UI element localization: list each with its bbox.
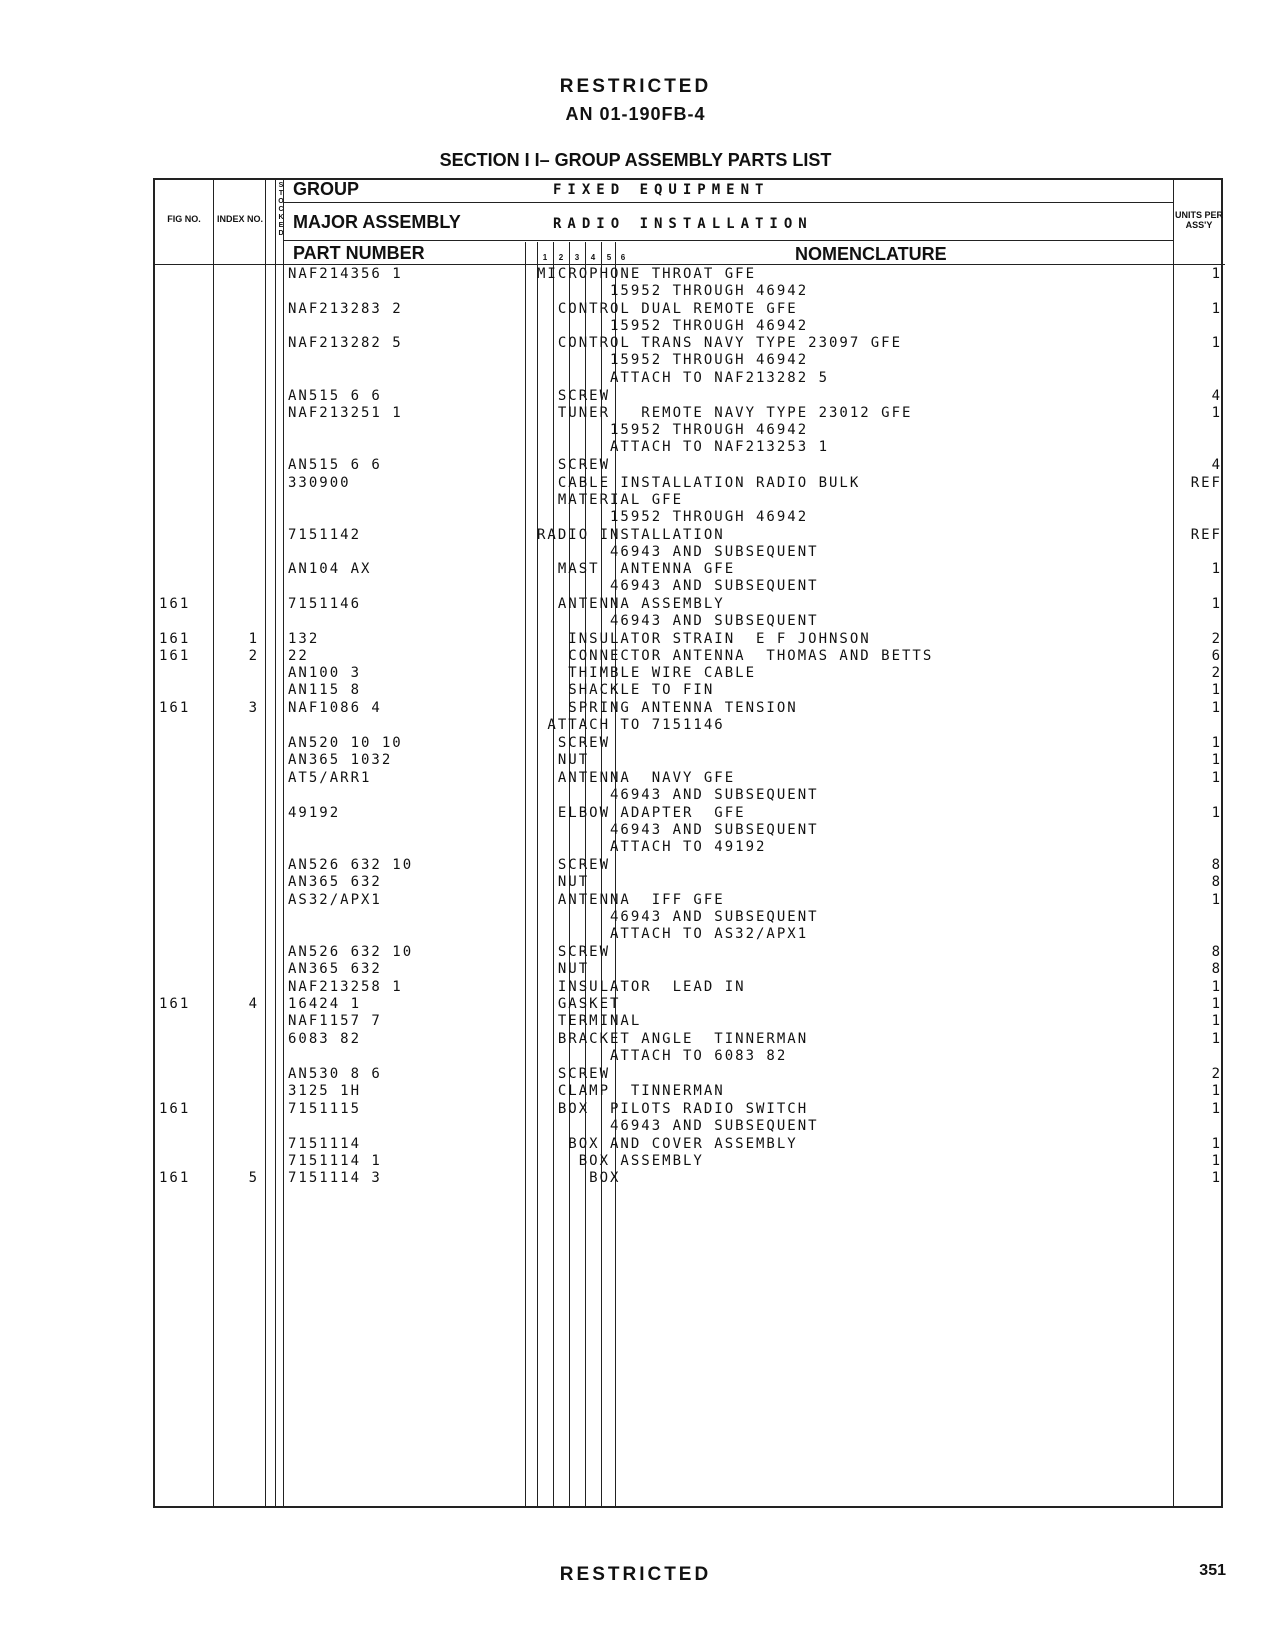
page-number: 351	[1199, 1562, 1226, 1579]
units-per-assy-label: UNITS PER ASS'Y	[1175, 210, 1224, 230]
table-row	[155, 1083, 1225, 1099]
units-cell: 4	[1211, 388, 1222, 404]
part-number-cell: AN515 6 6	[288, 388, 382, 404]
units-cell: 1	[1211, 266, 1222, 282]
part-number-cell: 16424 1	[288, 996, 362, 1012]
part-number-cell: AN526 632 10	[288, 857, 414, 873]
units-cell: 6	[1211, 648, 1222, 664]
units-cell: 1	[1211, 1153, 1222, 1169]
nomenclature-cell: 46943 AND SUBSEQUENT	[537, 787, 819, 803]
index-no-cell: 1	[248, 631, 259, 647]
parts-list-table	[153, 178, 1223, 1508]
part-number-cell: AN526 632 10	[288, 944, 414, 960]
table-row	[155, 266, 1225, 282]
units-cell: 1	[1211, 735, 1222, 751]
table-row	[155, 839, 1225, 855]
table-row	[155, 961, 1225, 977]
major-assembly-label: MAJOR ASSEMBLY	[293, 212, 461, 232]
nomenclature-cell: SCREW	[537, 735, 611, 751]
nomenclature-cell: ANTENNA ASSEMBLY	[537, 596, 725, 612]
part-number-cell: NAF214356 1	[288, 266, 403, 282]
table-row	[155, 301, 1225, 317]
units-cell: 1	[1211, 770, 1222, 786]
nomenclature-cell: SHACKLE TO FIN	[537, 682, 715, 698]
units-cell: 8	[1211, 874, 1222, 890]
part-number-cell: AS32/APX1	[288, 892, 382, 908]
fig-no-cell: 161	[159, 596, 191, 612]
nomenclature-cell: SCREW	[537, 1066, 611, 1082]
table-row	[155, 318, 1225, 334]
nomenclature-cell: TERMINAL	[537, 1013, 642, 1029]
nomenclature-cell: 15952 THROUGH 46942	[537, 422, 809, 438]
nomenclature-cell: NUT	[537, 752, 590, 768]
table-row	[155, 874, 1225, 890]
units-cell: 1	[1211, 752, 1222, 768]
document-number: AN 01-190FB-4	[565, 104, 706, 124]
part-number-cell: 7151114	[288, 1136, 362, 1152]
table-row	[155, 578, 1225, 594]
part-number-cell: 7151114 1	[288, 1153, 382, 1169]
nomenclature-cell: SCREW	[537, 944, 611, 960]
table-row	[155, 457, 1225, 473]
nomenclature-cell: ATTACH TO 49192	[537, 839, 767, 855]
units-cell: 1	[1211, 700, 1222, 716]
nomenclature-cell: MICROPHONE THROAT GFE	[537, 266, 757, 282]
part-number-cell: NAF213282 5	[288, 335, 403, 351]
part-number-cell: AN515 6 6	[288, 457, 382, 473]
nomenclature-cell: 46943 AND SUBSEQUENT	[537, 544, 819, 560]
table-row	[155, 787, 1225, 803]
index-no-cell: 5	[248, 1170, 259, 1186]
nomenclature-cell: ATTACH TO 6083 82	[537, 1048, 788, 1064]
fig-no-cell: 161	[159, 1170, 191, 1186]
nomenclature-cell: 46943 AND SUBSEQUENT	[537, 1118, 819, 1134]
units-cell: 1	[1211, 1083, 1222, 1099]
nomenclature-cell: SCREW	[537, 388, 611, 404]
nomenclature-cell: BOX ASSEMBLY	[537, 1153, 704, 1169]
nomenclature-cell: CONTROL TRANS NAVY TYPE 23097 GFE	[537, 335, 903, 351]
table-row	[155, 979, 1225, 995]
nomenclature-cell: THIMBLE WIRE CABLE	[537, 665, 757, 681]
table-row	[155, 752, 1225, 768]
part-number-cell: NAF213283 2	[288, 301, 403, 317]
table-row	[155, 857, 1225, 873]
fig-no-cell: 161	[159, 631, 191, 647]
nomenclature-cell: CABLE INSTALLATION RADIO BULK	[537, 475, 861, 491]
part-number-cell: AN520 10 10	[288, 735, 403, 751]
section-title: SECTION I I– GROUP ASSEMBLY PARTS LIST	[439, 150, 832, 170]
table-row	[155, 665, 1225, 681]
table-row	[155, 544, 1225, 560]
nomenclature-cell: ANTENNA IFF GFE	[537, 892, 725, 908]
units-cell: 1	[1211, 301, 1222, 317]
part-number-cell: NAF1157 7	[288, 1013, 382, 1029]
table-row	[155, 631, 1225, 647]
col-num-4: 4	[590, 253, 596, 262]
nomenclature-cell: NUT	[537, 874, 590, 890]
nomenclature-cell: CONTROL DUAL REMOTE GFE	[537, 301, 798, 317]
table-row	[155, 1048, 1225, 1064]
units-cell: 1	[1211, 1170, 1222, 1186]
part-number-cell: AT5/ARR1	[288, 770, 372, 786]
part-number-cell: 49192	[288, 805, 341, 821]
nomenclature-cell: 15952 THROUGH 46942	[537, 509, 809, 525]
part-number-cell: NAF1086 4	[288, 700, 382, 716]
units-cell: 4	[1211, 457, 1222, 473]
part-number-cell: 132	[288, 631, 320, 647]
nomenclature-cell: 15952 THROUGH 46942	[537, 318, 809, 334]
index-no-cell: 2	[248, 648, 259, 664]
part-number-cell: 7151115	[288, 1101, 362, 1117]
table-row	[155, 892, 1225, 908]
units-cell: 2	[1211, 631, 1222, 647]
fig-no-cell: 161	[159, 648, 191, 664]
table-row	[155, 1118, 1225, 1134]
major-assembly-value: RADIO INSTALLATION	[553, 216, 813, 232]
units-cell: 1	[1211, 805, 1222, 821]
table-row	[155, 996, 1225, 1012]
table-row	[155, 700, 1225, 716]
nomenclature-cell: ATTACH TO NAF213282 5	[537, 370, 830, 386]
units-cell: 1	[1211, 892, 1222, 908]
nomenclature-cell: RADIO INSTALLATION	[537, 527, 725, 543]
part-number-cell: AN104 AX	[288, 561, 372, 577]
header-divider-1	[283, 202, 1173, 203]
units-cell: 2	[1211, 1066, 1222, 1082]
nomenclature-cell: MAST ANTENNA GFE	[537, 561, 736, 577]
part-number-cell: 330900	[288, 475, 351, 491]
col-num-3: 3	[574, 253, 580, 262]
header-divider-3	[155, 264, 1225, 265]
table-row	[155, 283, 1225, 299]
index-no-cell: 4	[248, 996, 259, 1012]
nomenclature-cell: INSULATOR LEAD IN	[537, 979, 746, 995]
part-number-cell: NAF213251 1	[288, 405, 403, 421]
nomenclature-cell: SCREW	[537, 457, 611, 473]
table-row	[155, 822, 1225, 838]
nomenclature-cell: BOX AND COVER ASSEMBLY	[537, 1136, 798, 1152]
nomenclature-cell: NUT	[537, 961, 590, 977]
part-number-cell: AN530 8 6	[288, 1066, 382, 1082]
stocked-label: S T O C K E D	[278, 182, 284, 237]
nomenclature-cell: 46943 AND SUBSEQUENT	[537, 578, 819, 594]
part-number-cell: AN115 8	[288, 682, 362, 698]
units-cell: 1	[1211, 996, 1222, 1012]
table-row	[155, 352, 1225, 368]
nomenclature-cell: SCREW	[537, 857, 611, 873]
nomenclature-cell: MATERIAL GFE	[537, 492, 684, 508]
table-row	[155, 944, 1225, 960]
units-cell: REF	[1190, 475, 1222, 491]
table-row	[155, 613, 1225, 629]
table-row	[155, 1031, 1225, 1047]
table-row	[155, 492, 1225, 508]
part-number-cell: 7151142	[288, 527, 362, 543]
units-cell: 1	[1211, 1031, 1222, 1047]
units-cell: 1	[1211, 561, 1222, 577]
index-no-cell: 3	[248, 700, 259, 716]
index-no-label: INDEX NO.	[216, 214, 263, 224]
nomenclature-cell: TUNER REMOTE NAVY TYPE 23012 GFE	[537, 405, 913, 421]
nomenclature-cell: SPRING ANTENNA TENSION	[537, 700, 798, 716]
restricted-footer: RESTRICTED	[559, 1564, 712, 1585]
table-row	[155, 770, 1225, 786]
col-num-1: 1	[542, 253, 548, 262]
table-row	[155, 926, 1225, 942]
col-num-6: 6	[620, 253, 626, 262]
table-row	[155, 1101, 1225, 1117]
table-row	[155, 561, 1225, 577]
col-num-5: 5	[606, 253, 612, 262]
table-row	[155, 335, 1225, 351]
units-cell: 8	[1211, 857, 1222, 873]
nomenclature-cell: ELBOW ADAPTER GFE	[537, 805, 746, 821]
table-row	[155, 596, 1225, 612]
nomenclature-cell: INSULATOR STRAIN E F JOHNSON	[537, 631, 871, 647]
part-number-cell: AN100 3	[288, 665, 362, 681]
units-cell: 1	[1211, 1136, 1222, 1152]
units-cell: 2	[1211, 665, 1222, 681]
table-row	[155, 717, 1225, 733]
nomenclature-cell: BOX	[537, 1170, 621, 1186]
table-row	[155, 648, 1225, 664]
table-row	[155, 422, 1225, 438]
fig-no-cell: 161	[159, 1101, 191, 1117]
part-number-label: PART NUMBER	[293, 243, 425, 263]
table-row	[155, 370, 1225, 386]
part-number-cell: 3125 1H	[288, 1083, 362, 1099]
units-cell: 1	[1211, 405, 1222, 421]
table-row	[155, 1013, 1225, 1029]
restricted-header: RESTRICTED	[559, 76, 712, 97]
part-number-cell: AN365 632	[288, 874, 382, 890]
part-number-cell: 6083 82	[288, 1031, 362, 1047]
table-row	[155, 439, 1225, 455]
table-row	[155, 735, 1225, 751]
table-row	[155, 1170, 1225, 1186]
table-row	[155, 1136, 1225, 1152]
part-number-cell: 22	[288, 648, 309, 664]
part-number-cell: 7151114 3	[288, 1170, 382, 1186]
part-number-cell: NAF213258 1	[288, 979, 403, 995]
table-row	[155, 682, 1225, 698]
nomenclature-cell: 46943 AND SUBSEQUENT	[537, 909, 819, 925]
units-cell: 8	[1211, 961, 1222, 977]
units-cell: 1	[1211, 682, 1222, 698]
table-row	[155, 1153, 1225, 1169]
units-cell: REF	[1190, 527, 1222, 543]
table-row	[155, 509, 1225, 525]
group-label: GROUP	[293, 179, 360, 199]
nomenclature-cell: GASKET	[537, 996, 621, 1012]
nomenclature-cell: 15952 THROUGH 46942	[537, 283, 809, 299]
units-cell: 1	[1211, 335, 1222, 351]
nomenclature-cell: 46943 AND SUBSEQUENT	[537, 822, 819, 838]
units-cell: 1	[1211, 1101, 1222, 1117]
part-number-cell: 7151146	[288, 596, 362, 612]
fig-no-label: FIG NO.	[167, 214, 201, 224]
part-number-cell: AN365 632	[288, 961, 382, 977]
fig-no-cell: 161	[159, 996, 191, 1012]
nomenclature-cell: ATTACH TO NAF213253 1	[537, 439, 830, 455]
table-row	[155, 388, 1225, 404]
nomenclature-cell: CLAMP TINNERMAN	[537, 1083, 725, 1099]
table-row	[155, 909, 1225, 925]
nomenclature-cell: ANTENNA NAVY GFE	[537, 770, 736, 786]
table-row	[155, 805, 1225, 821]
col-num-2: 2	[558, 253, 564, 262]
units-cell: 1	[1211, 596, 1222, 612]
table-row	[155, 475, 1225, 491]
nomenclature-cell: ATTACH TO 7151146	[537, 717, 725, 733]
fig-no-cell: 161	[159, 700, 191, 716]
nomenclature-cell: BOX PILOTS RADIO SWITCH	[537, 1101, 809, 1117]
table-row	[155, 527, 1225, 543]
units-cell: 8	[1211, 944, 1222, 960]
nomenclature-cell: ATTACH TO AS32/APX1	[537, 926, 809, 942]
header-divider-2	[283, 240, 1173, 241]
nomenclature-cell: BRACKET ANGLE TINNERMAN	[537, 1031, 809, 1047]
nomenclature-label: NOMENCLATURE	[795, 244, 947, 264]
table-row	[155, 1066, 1225, 1082]
units-cell: 1	[1211, 979, 1222, 995]
table-row	[155, 405, 1225, 421]
nomenclature-cell: 15952 THROUGH 46942	[537, 352, 809, 368]
nomenclature-cell: CONNECTOR ANTENNA THOMAS AND BETTS	[537, 648, 934, 664]
nomenclature-cell: 46943 AND SUBSEQUENT	[537, 613, 819, 629]
part-number-cell: AN365 1032	[288, 752, 393, 768]
group-value: FIXED EQUIPMENT	[553, 182, 770, 198]
units-cell: 1	[1211, 1013, 1222, 1029]
